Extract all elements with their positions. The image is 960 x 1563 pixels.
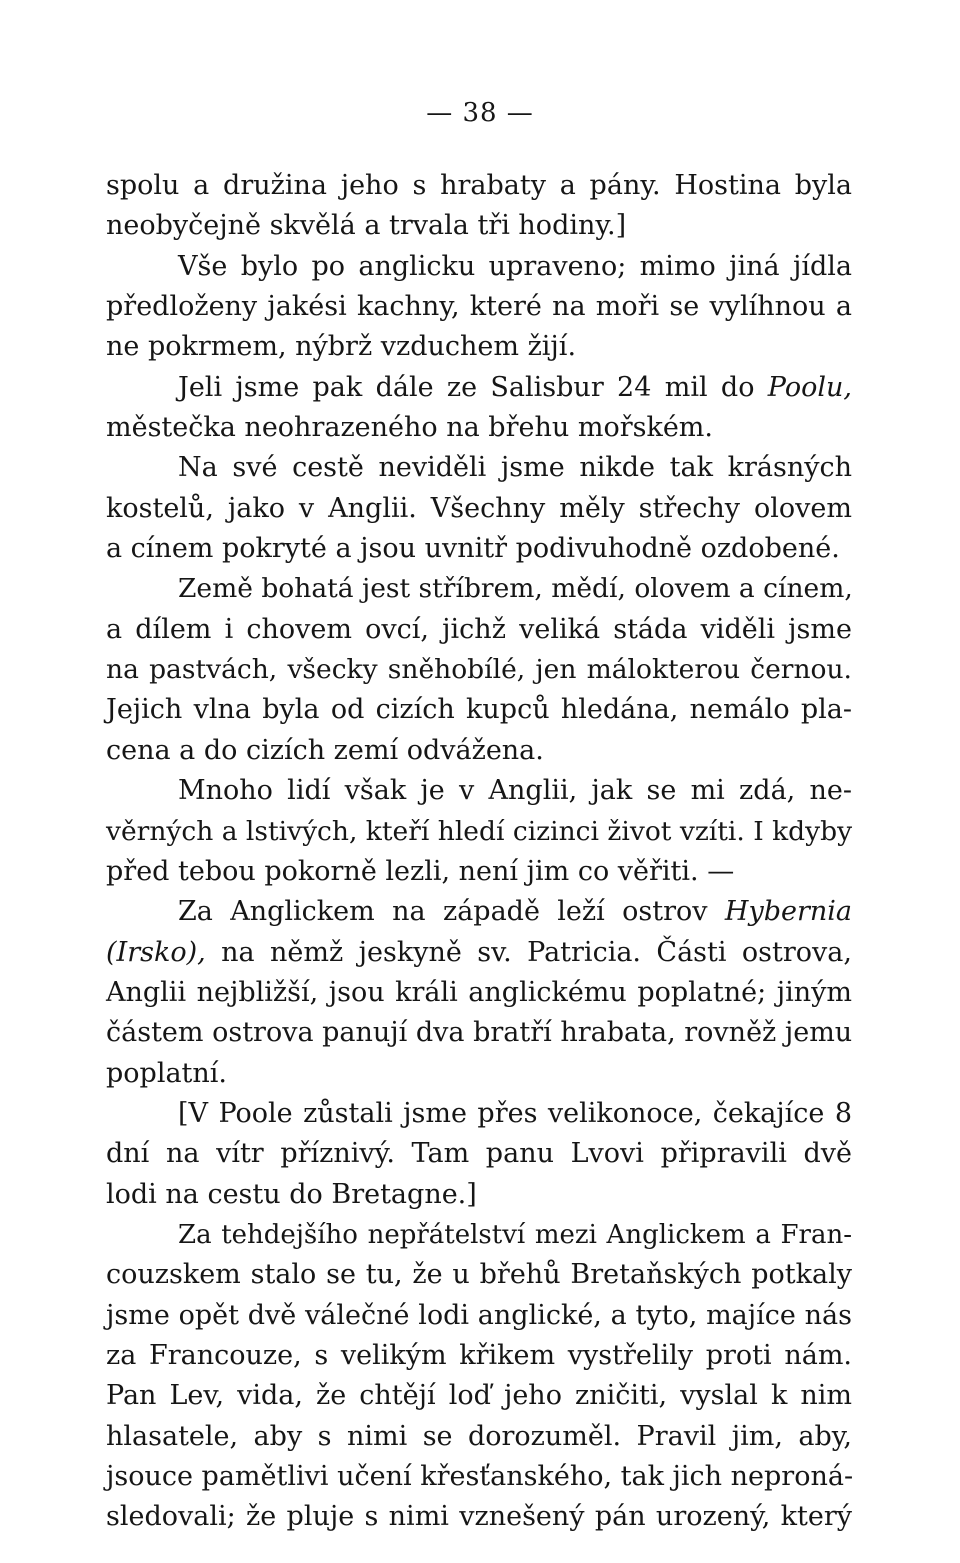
text-line: cena a do cizích zemí odvážena. [106,734,544,766]
text-line: sledovali; že pluje s nimi vznešený pán urozený, který [106,1501,852,1533]
text-line: (Irsko), na němž jeskyně sv. Patricia. Části ostrova, [106,936,852,968]
text-line: jsme opět dvě válečné lodi anglické, a tyto, majíce nás [106,1299,852,1331]
text-line: věrných a lstivých, kteří hledí cizinci život vzíti. I kdyby [106,815,853,847]
text-line: Za Anglickem na západě leží ostrov Hybernia [178,896,852,928]
text-line: spolu a družina jeho s hrabaty a pány. Hostina byla [106,170,852,201]
text-line: lodi na cestu do Bretagne.] [106,1178,477,1210]
text-line: a dílem i chovem ovcí, jichž veliká stáda viděli jsme [106,613,852,645]
text-line: Pan Lev, vida, že chtějí loď jeho zničiti, vyslal k nim [106,1380,852,1412]
text-line: městečka neohrazeného na břehu mořském. [106,412,713,444]
text-line: Vše bylo po anglicku upraveno; mimo jiná jídla [178,250,852,282]
text-line: kostelů, jako v Anglii. Všechny měly střechy olovem [106,492,852,524]
text-line: jsouce pamětlivi učení křesťanského, tak jich neproná- [106,1461,854,1492]
text-line: hlasatele, aby s nimi se dorozuměl. Pravil jim, aby, [106,1420,852,1452]
text-line: a cínem pokryté a jsou uvnitř podivuhodně ozdobené. [106,533,840,565]
text-line: Země bohatá jest stříbrem, mědí, olovem a cínem, [178,573,853,605]
page-number: — 38 — [426,98,534,128]
text-line: Jeli jsme pak dále ze Salisbur 24 mil do Poolu, [178,371,852,403]
text-line: Za tehdejšího nepřátelství mezi Anglickem a Fran- [178,1219,852,1250]
text-line: ne pokrmem, nýbrž vzduchem žijí. [106,331,577,363]
text-line: neobyčejně skvělá a trvala tři hodiny.] [106,210,627,242]
text-line: [V Poole zůstali jsme přes velikonoce, čekajíce 8 [178,1097,852,1129]
text-line: Anglii nejbližší, jsou králi anglickému poplatné; jiným [106,976,852,1008]
text-line: předloženy jakési kachny, které na moři se vylíhnou a [106,291,852,323]
text-line: částem ostrova panují dva bratří hrabata, rovněž jemu [106,1017,853,1049]
text-line: poplatní. [106,1057,228,1089]
body-text [106,166,852,1538]
text-line: couzskem stalo se tu, že u břehů Bretaňských potkaly [106,1259,852,1291]
text-line: Mnoho lidí však je v Anglii, jak se mi zdá, ne- [178,775,852,807]
text-line: dní na vítr příznivý. Tam panu Lvovi připravili dvě [106,1138,852,1170]
text-line: na pastvách, všecky sněhobílé, jen málokterou černou. [106,654,852,686]
text-line: Jejich vlna byla od cizích kupců hledána, nemálo pla- [106,694,852,726]
text-line: Na své cestě neviděli jsme nikde tak krásných [178,452,852,484]
text-line: za Francouze, s velikým křikem vystřelily proti nám. [106,1339,852,1371]
text-line: před tebou pokorně lezli, není jim co věřiti. — [106,855,735,887]
